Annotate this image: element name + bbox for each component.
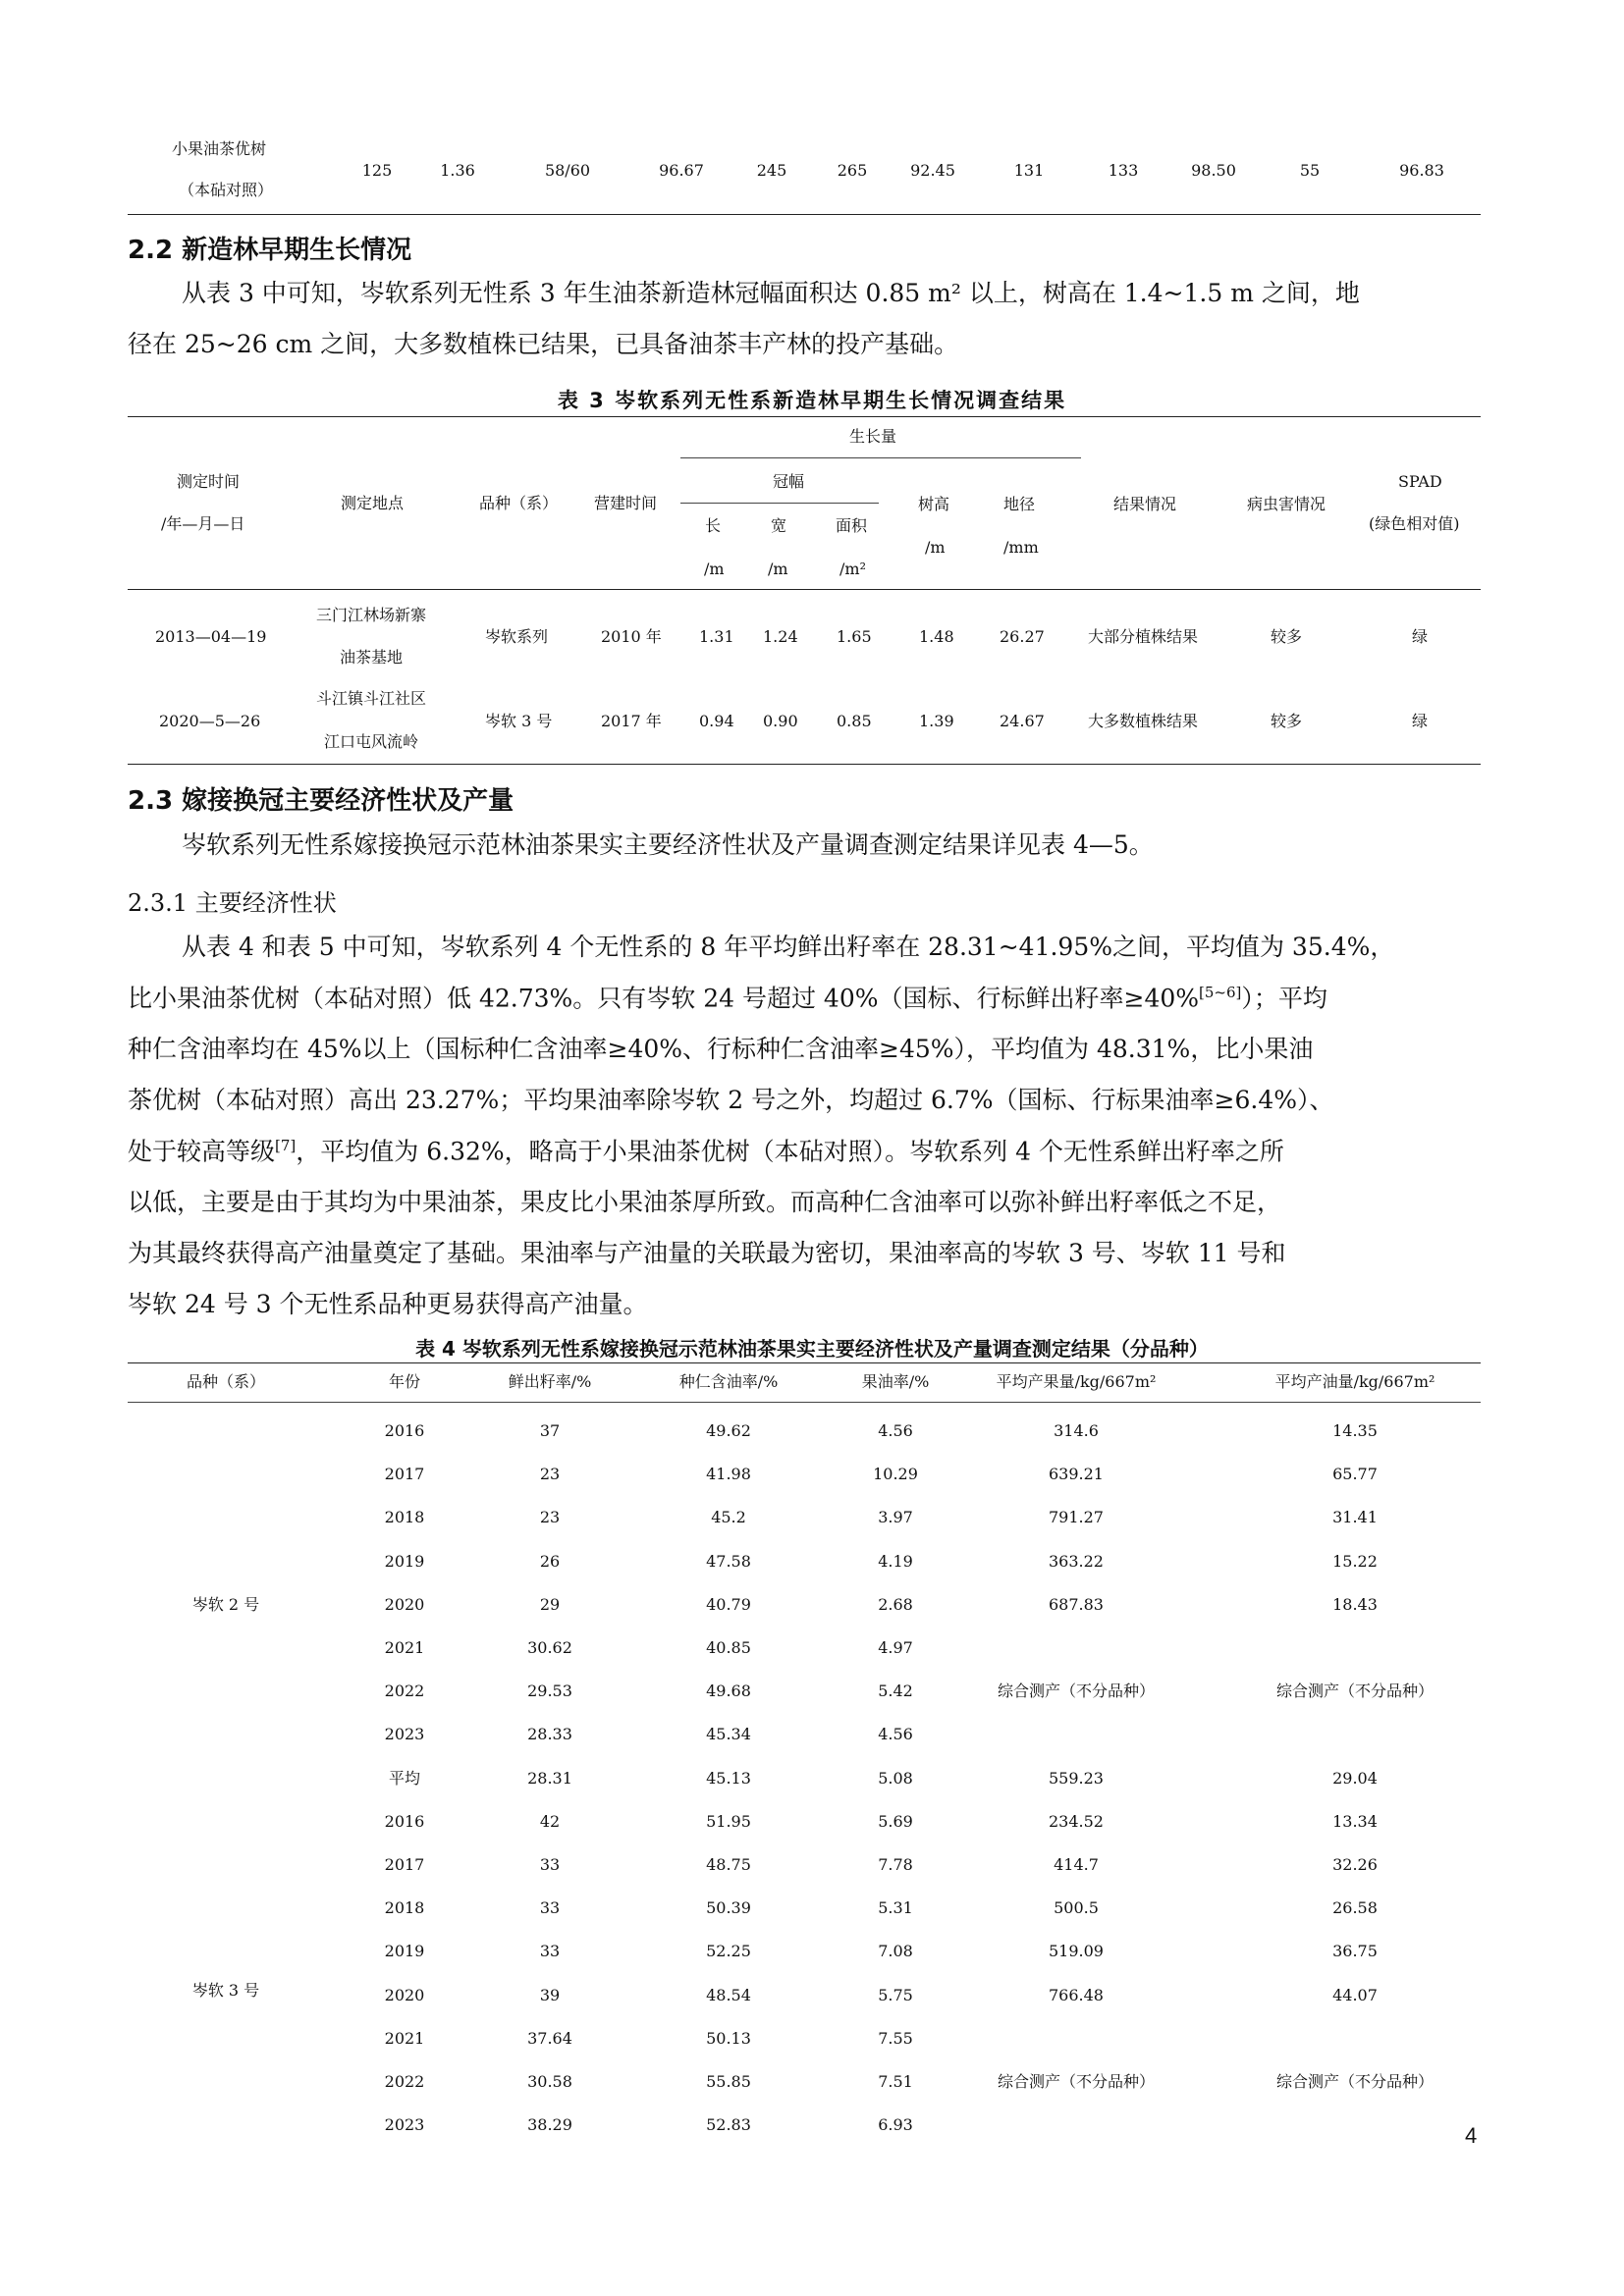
t3-row-2-place: 斗江镇斗江社区 — [316, 689, 427, 708]
t3-row-1-place-2: 油茶基地 — [340, 648, 404, 667]
t4-cell: 2023 — [384, 2115, 425, 2135]
t4-cell: 33 — [539, 1898, 561, 1918]
t4-cell: 2016 — [384, 1421, 425, 1440]
t4-cell: 7.78 — [878, 1855, 913, 1874]
section-2-3-heading: 2.3 嫁接换冠主要经济性状及产量 — [128, 786, 514, 816]
t3-crown-rule — [680, 503, 879, 504]
t4-cell: 48.75 — [706, 1855, 751, 1874]
t4-cell: 559.23 — [1049, 1768, 1104, 1788]
t4-cell: 14.35 — [1332, 1421, 1378, 1440]
t3-row-1-year: 2010 年 — [601, 627, 662, 646]
paragraph-line: 径在 25~26 cm 之间，大多数植株已结果，已具备油茶丰产林的投产基础。 — [128, 330, 959, 358]
t3-header-crown: 冠幅 — [773, 472, 805, 491]
top-row-value: 125 — [361, 161, 393, 180]
t3-header-height: 树高 — [918, 495, 950, 513]
t4-cell: 2019 — [384, 1551, 425, 1571]
paragraph-text: ，平均值为 6.32%，略高于小果油茶优树（本砧对照）。岑软系列 4 个无性系鲜出籽率之所 — [296, 1137, 1284, 1166]
t4-cell: 29 — [539, 1594, 561, 1614]
table-3-caption: 表 3 岑软系列无性系新造林早期生长情况调查结果 — [557, 389, 1067, 412]
t4-cell: 2016 — [384, 1811, 425, 1831]
t4-cell: 363.22 — [1049, 1551, 1104, 1571]
t3-row-2-height: 1.39 — [919, 712, 954, 730]
t4-cell: 7.51 — [878, 2072, 913, 2091]
t4-cell: 2022 — [384, 2072, 425, 2091]
t3-row-1-date: 2013—04—19 — [155, 627, 267, 646]
t4-header-cell: 种仁含油率/% — [678, 1372, 779, 1391]
t4-cell: 33 — [539, 1855, 561, 1874]
top-row-label-1: 小果油茶优树 — [172, 139, 267, 158]
t3-row-1-length: 1.31 — [699, 627, 734, 646]
t4-cell: 37.64 — [527, 2028, 572, 2048]
table-3-bottom-rule — [128, 764, 1481, 765]
t4-cell: 23 — [539, 1465, 561, 1484]
t4-cell: 49.62 — [706, 1421, 751, 1440]
table-bottom-rule — [128, 214, 1481, 215]
paragraph-line: 为其最终获得高产油量奠定了基础。果油率与产油量的关联最为密切，果油率高的岑软 3 号、岑软 11 号和 — [128, 1239, 1286, 1267]
citation[interactable]: [7] — [275, 1137, 297, 1154]
t4-cell: 18.43 — [1332, 1594, 1378, 1614]
t4-cell: 519.09 — [1049, 1942, 1104, 1961]
t4-cell: 13.34 — [1332, 1811, 1378, 1831]
table-4-top-rule — [128, 1362, 1481, 1363]
t4-cell: 15.22 — [1332, 1551, 1378, 1571]
top-row-value: 133 — [1108, 161, 1139, 180]
t4-cell: 687.83 — [1049, 1594, 1104, 1614]
t4-cell: 44.07 — [1332, 1985, 1378, 2004]
t4-cell: 38.29 — [527, 2115, 572, 2135]
t4-cell: 综合测产（不分品种） — [997, 1682, 1155, 1701]
t4-cell: 39 — [539, 1985, 561, 2004]
table-4-header-rule — [128, 1402, 1481, 1403]
t4-cell: 2018 — [384, 1508, 425, 1527]
t3-header-diam-unit: /mm — [1003, 538, 1039, 557]
t3-header-variety: 品种（系） — [479, 494, 559, 512]
t4-cell: 7.08 — [878, 1942, 913, 1961]
t4-cell: 26.58 — [1332, 1898, 1378, 1918]
top-row-value: 98.50 — [1191, 161, 1236, 180]
paragraph-line: 以低，主要是由于其均为中果油茶，果皮比小果油茶厚所致。而高种仁含油率可以弥补鲜出籽率低之不足， — [128, 1188, 1282, 1216]
t4-cell: 2023 — [384, 1725, 425, 1744]
t4-header-cell: 平均产果量/kg/667m² — [996, 1372, 1157, 1391]
top-row-value: 245 — [756, 161, 787, 180]
t4-cell: 30.58 — [527, 2072, 572, 2091]
t3-header-place: 测定地点 — [341, 494, 405, 512]
t4-cell: 28.31 — [527, 1768, 572, 1788]
t3-header-length-unit: /m — [704, 560, 725, 578]
t3-header-length: 长 — [705, 516, 722, 535]
t3-row-2-diam: 24.67 — [1000, 712, 1045, 730]
t3-header-year: 营建时间 — [594, 494, 658, 512]
paragraph-line: 岑软 24 号 3 个无性系品种更易获得高产油量。 — [128, 1290, 648, 1318]
table-3-header-rule — [128, 589, 1481, 590]
t4-cell: 综合测产（不分品种） — [997, 2072, 1155, 2091]
t4-cell: 5.75 — [878, 1985, 913, 2004]
paragraph-line — [128, 984, 1327, 1013]
t4-cell: 30.62 — [527, 1638, 572, 1657]
t4-cell: 766.48 — [1049, 1985, 1104, 2004]
t3-row-2-length: 0.94 — [699, 712, 734, 730]
t4-cell: 65.77 — [1332, 1465, 1378, 1484]
t4-cell: 414.7 — [1054, 1855, 1099, 1874]
t3-header-time-unit: /年—月—日 — [161, 514, 245, 533]
t4-group-name: 岑软 2 号 — [191, 1594, 260, 1614]
t4-cell: 41.98 — [706, 1465, 751, 1484]
t3-header-height-unit: /m — [925, 538, 946, 557]
t3-header-area: 面积 — [836, 516, 868, 535]
t4-cell: 29.53 — [527, 1682, 572, 1701]
t4-cell: 平均 — [388, 1768, 420, 1788]
t4-cell: 50.39 — [706, 1898, 751, 1918]
paragraph-text: ）；平均 — [1241, 984, 1327, 1013]
top-row-value: 55 — [1299, 161, 1321, 180]
t4-cell: 4.56 — [878, 1725, 913, 1744]
top-row-value: 58/60 — [544, 161, 591, 180]
t4-cell: 3.97 — [878, 1508, 913, 1527]
t4-cell: 36.75 — [1332, 1942, 1378, 1961]
t3-row-1-place: 三门江林场新寨 — [316, 606, 427, 624]
table-3-top-rule — [128, 416, 1481, 417]
t4-cell: 50.13 — [706, 2028, 751, 2048]
t3-row-1-diam: 26.27 — [1000, 627, 1045, 646]
paragraph-line: 从表 3 中可知，岑软系列无性系 3 年生油茶新造林冠幅面积达 0.85 m² 以上，树高在 1.4~1.5 m 之间，地 — [182, 279, 1360, 307]
t4-header-cell: 鲜出籽率/% — [508, 1372, 592, 1391]
t4-cell: 791.27 — [1049, 1508, 1104, 1527]
t4-header-cell: 果油率/% — [861, 1372, 930, 1391]
t4-cell: 33 — [539, 1942, 561, 1961]
t4-cell: 5.08 — [878, 1768, 913, 1788]
t4-cell: 45.34 — [706, 1725, 751, 1744]
t3-row-2-result: 大多数植株结果 — [1088, 712, 1199, 730]
t4-cell: 49.68 — [706, 1682, 751, 1701]
t4-cell: 5.42 — [878, 1682, 913, 1701]
t3-header-time: 测定时间 — [177, 472, 241, 491]
t3-header-width: 宽 — [771, 516, 787, 535]
t4-cell: 2020 — [384, 1985, 425, 2004]
t3-row-1-width: 1.24 — [763, 627, 798, 646]
t3-row-2-area: 0.85 — [837, 712, 872, 730]
top-row-value: 131 — [1013, 161, 1045, 180]
t4-cell: 42 — [539, 1811, 561, 1831]
t4-cell: 234.52 — [1049, 1811, 1104, 1831]
t4-cell: 40.85 — [706, 1638, 751, 1657]
t4-cell: 综合测产（不分品种） — [1275, 2072, 1434, 2091]
t4-cell: 45.2 — [711, 1508, 746, 1527]
t4-cell: 4.56 — [878, 1421, 913, 1440]
t4-cell: 28.33 — [527, 1725, 572, 1744]
t4-cell: 2017 — [384, 1465, 425, 1484]
t4-header-cell: 品种（系） — [186, 1372, 265, 1391]
t4-cell: 7.55 — [878, 2028, 913, 2048]
t4-cell: 26 — [539, 1551, 561, 1571]
t4-cell: 2022 — [384, 1682, 425, 1701]
t4-cell: 4.19 — [878, 1551, 913, 1571]
t3-header-spad: SPAD — [1398, 472, 1442, 491]
top-row-value: 96.67 — [659, 161, 704, 180]
t3-row-2-pest: 较多 — [1271, 712, 1303, 730]
top-row-value: 92.45 — [910, 161, 955, 180]
t3-row-1-height: 1.48 — [919, 627, 954, 646]
t4-cell: 32.26 — [1332, 1855, 1378, 1874]
top-row-label-2: （本砧对照） — [179, 181, 274, 199]
t4-cell: 52.25 — [706, 1942, 751, 1961]
t4-cell: 4.97 — [878, 1638, 913, 1657]
table-4-caption: 表 4 岑软系列无性系嫁接换冠示范林油茶果实主要经济性状及产量调查测定结果（分品种） — [415, 1337, 1209, 1361]
t4-cell: 47.58 — [706, 1551, 751, 1571]
paragraph-line: 岑软系列无性系嫁接换冠示范林油茶果实主要经济性状及产量调查测定结果详见表 4—5。 — [182, 830, 1154, 859]
t4-cell: 2021 — [384, 1638, 425, 1657]
t3-header-growth: 生长量 — [849, 427, 897, 446]
t3-header-diam: 地径 — [1003, 495, 1036, 513]
t4-cell: 314.6 — [1054, 1421, 1099, 1440]
section-2-3-1-heading: 2.3.1 主要经济性状 — [128, 889, 337, 917]
t3-header-result: 结果情况 — [1113, 495, 1177, 513]
section-2-2-heading: 2.2 新造林早期生长情况 — [128, 236, 412, 265]
paragraph-line: 种仁含油率均在 45%以上（国标种仁含油率≥40%、行标种仁含油率≥45%），平均值为 48.31%，比小果油 — [128, 1035, 1314, 1063]
t3-header-pest: 病虫害情况 — [1247, 495, 1326, 513]
top-row-value: 96.83 — [1399, 161, 1444, 180]
t4-cell: 5.69 — [878, 1811, 913, 1831]
paragraph-text: 比小果油茶优树（本砧对照）低 42.73%。只有岑软 24 号超过 40%（国标、行标鲜出籽率≥40% — [128, 984, 1200, 1013]
t3-row-1-result: 大部分植株结果 — [1088, 627, 1199, 646]
t3-header-width-unit: /m — [768, 560, 788, 578]
t3-row-1-variety: 岑软系列 — [485, 627, 549, 646]
t4-cell: 40.79 — [706, 1594, 751, 1614]
t3-row-2-place-2: 江口屯风流岭 — [324, 732, 419, 751]
t4-cell: 综合测产（不分品种） — [1275, 1682, 1434, 1701]
t3-row-2-spad: 绿 — [1412, 712, 1429, 730]
t4-cell: 639.21 — [1049, 1465, 1104, 1484]
paragraph-line: 从表 4 和表 5 中可知，岑软系列 4 个无性系的 8 年平均鲜出籽率在 28.31~41.95%之间，平均值为 35.4%， — [182, 933, 1395, 961]
t4-cell: 55.85 — [706, 2072, 751, 2091]
t4-header-cell: 年份 — [388, 1372, 420, 1391]
paragraph-text: 处于较高等级 — [128, 1137, 276, 1166]
t3-growth-rule — [680, 457, 1081, 458]
t3-row-2-width: 0.90 — [763, 712, 798, 730]
t4-cell: 2018 — [384, 1898, 425, 1918]
t4-cell: 2017 — [384, 1855, 425, 1874]
citation[interactable]: [5~6] — [1199, 984, 1242, 1001]
t4-cell: 2021 — [384, 2028, 425, 2048]
t4-cell: 2.68 — [878, 1594, 913, 1614]
t4-cell: 37 — [539, 1421, 561, 1440]
t4-cell: 52.83 — [706, 2115, 751, 2135]
t3-row-2-year: 2017 年 — [601, 712, 662, 730]
t4-group-name: 岑软 3 号 — [191, 1981, 260, 2001]
t3-header-area-unit: /m² — [839, 560, 866, 578]
t3-row-1-pest: 较多 — [1271, 627, 1303, 646]
t4-cell: 500.5 — [1054, 1898, 1099, 1918]
t3-row-1-spad: 绿 — [1412, 627, 1429, 646]
t4-cell: 23 — [539, 1508, 561, 1527]
t3-header-spad-unit: (绿色相对值) — [1369, 514, 1460, 533]
t4-cell: 5.31 — [878, 1898, 913, 1918]
page-number: 4 — [1465, 2123, 1478, 2148]
t4-cell: 48.54 — [706, 1985, 751, 2004]
t4-cell: 6.93 — [878, 2115, 913, 2135]
t3-row-2-date: 2020—5—26 — [159, 712, 261, 730]
t4-cell: 51.95 — [706, 1811, 751, 1831]
t3-row-2-variety: 岑软 3 号 — [485, 712, 553, 730]
t4-cell: 10.29 — [873, 1465, 918, 1484]
paragraph-line: 茶优树（本砧对照）高出 23.27%；平均果油率除岑软 2 号之外，均超过 6.7%（国标、行标果油率≥6.4%）、 — [128, 1086, 1334, 1114]
t4-cell: 29.04 — [1332, 1768, 1378, 1788]
paragraph-line — [128, 1137, 1284, 1166]
t3-row-1-area: 1.65 — [837, 627, 872, 646]
t4-cell: 2019 — [384, 1942, 425, 1961]
t4-cell: 2020 — [384, 1594, 425, 1614]
t4-cell: 45.13 — [706, 1768, 751, 1788]
top-row-value: 265 — [837, 161, 868, 180]
top-row-value: 1.36 — [440, 161, 475, 180]
t4-cell: 31.41 — [1332, 1508, 1378, 1527]
t4-header-cell: 平均产油量/kg/667m² — [1274, 1372, 1435, 1391]
